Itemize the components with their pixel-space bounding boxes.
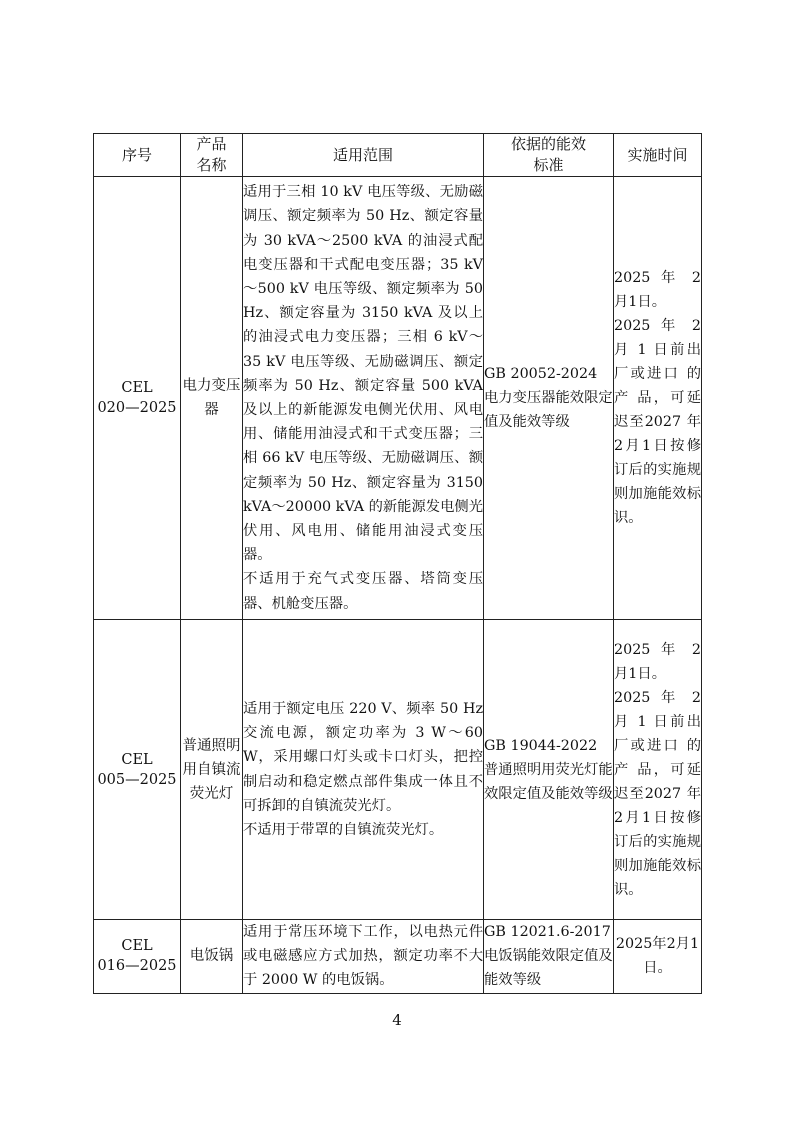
row-number-cell — [94, 920, 181, 994]
header-date: 实施时间 — [614, 134, 702, 177]
header-standard — [484, 134, 614, 177]
header-product-line2: 名称 — [196, 156, 227, 174]
transition-note: 2025 年 2 月 1 日前出厂或进口 的 产 品，可延迟至2027 年2月1日按修订后的实施规则加施能效标识。 — [614, 318, 701, 526]
header-standard-line2: 标准 — [533, 156, 564, 174]
scope-applicable: 适用于三相 10 kV 电压等级、无励磁调压、额定频率为 50 Hz、额定容量为 30 kVA～2500 kVA 的油浸式配电变压器和干式配电变压器；35 kV～500 kV 电压等级、额定频率为 50 Hz、额定容量为 3150 kVA 及以上的油浸式电力变压器；三相 6 kV～35 kV 电压等级、无励磁调压、额定频率为 50 Hz、额定容量 500 kVA 及以上的新能源发电侧光伏用、风电用、储能用油浸式和干式变压器；三相 66 kV 电压等级、无励磁调压、额定频率为 50 Hz、额定容量为 3150 kVA～20000 kVA 的新能源发电侧光伏用、风电用、储能用油浸式变压器。 — [243, 184, 483, 564]
scope-cell — [243, 920, 484, 994]
page-number: 4 — [392, 1011, 402, 1029]
product-name: 普通照明用自镇流荧光灯 — [181, 620, 243, 920]
table-row — [94, 620, 702, 920]
transition-note: 2025 年 2 月 1 日前出厂或进口 的 产 品，可延迟至2027 年2月1日按修订后的实施规则加施能效标识。 — [614, 689, 701, 898]
header-product-line1: 产品 — [196, 135, 227, 153]
scope-applicable: 适用于常压环境下工作，以电热元件或电磁感应方式加热，额定功率不大于 2000 W 的电饭锅。 — [243, 924, 483, 989]
scope-cell — [243, 177, 484, 620]
row-number-prefix: CEL — [121, 938, 153, 955]
table-header-row — [94, 134, 702, 177]
standard-cell: GB 20052-2024 电力变压器能效限定值及能效等级 — [484, 177, 614, 620]
row-number-cell — [94, 177, 181, 620]
row-number-prefix: CEL — [121, 380, 153, 396]
row-number-code: 016—2025 — [97, 958, 177, 975]
row-number-code: 020—2025 — [97, 400, 177, 416]
scope-cell — [243, 620, 484, 920]
date-cell — [614, 177, 702, 620]
table-row — [94, 177, 702, 620]
implementation-date: 2025年2月1日。 — [615, 936, 700, 977]
date-cell — [614, 620, 702, 920]
scope-exclusion: 不适用于带罩的自镇流荧光灯。 — [243, 821, 444, 838]
scope-applicable: 适用于额定电压 220 V、频率 50 Hz 交流电源，额定功率为 3 W～60 W，采用螺口灯头或卡口灯头，把控制启动和稳定燃点部件集成一体且不可拆卸的自镇流荧光灯。 — [243, 700, 483, 814]
header-scope: 适用范围 — [243, 134, 484, 177]
header-standard-line1: 依据的能效 — [510, 135, 586, 153]
table-row — [94, 920, 702, 994]
standard-cell: GB 19044-2022 普通照明用荧光灯能效限定值及能效等级 — [484, 620, 614, 920]
energy-label-table — [93, 133, 702, 994]
scope-exclusion: 不适用于充气式变压器、塔筒变压器、机舱变压器。 — [243, 571, 483, 612]
standard-cell: GB 12021.6-2017 电饭锅能效限定值及能效等级 — [484, 920, 614, 994]
product-name: 电力变压器 — [181, 177, 243, 620]
row-number-code: 005—2025 — [97, 771, 177, 788]
implementation-date: 2025 年 2 月1日。 — [614, 641, 701, 682]
date-cell — [614, 920, 702, 994]
header-product — [181, 134, 243, 177]
header-no: 序号 — [94, 134, 181, 177]
implementation-date: 2025 年 2 月1日。 — [614, 270, 701, 310]
product-name: 电饭锅 — [181, 920, 243, 994]
row-number-prefix: CEL — [121, 751, 153, 768]
row-number-cell — [94, 620, 181, 920]
